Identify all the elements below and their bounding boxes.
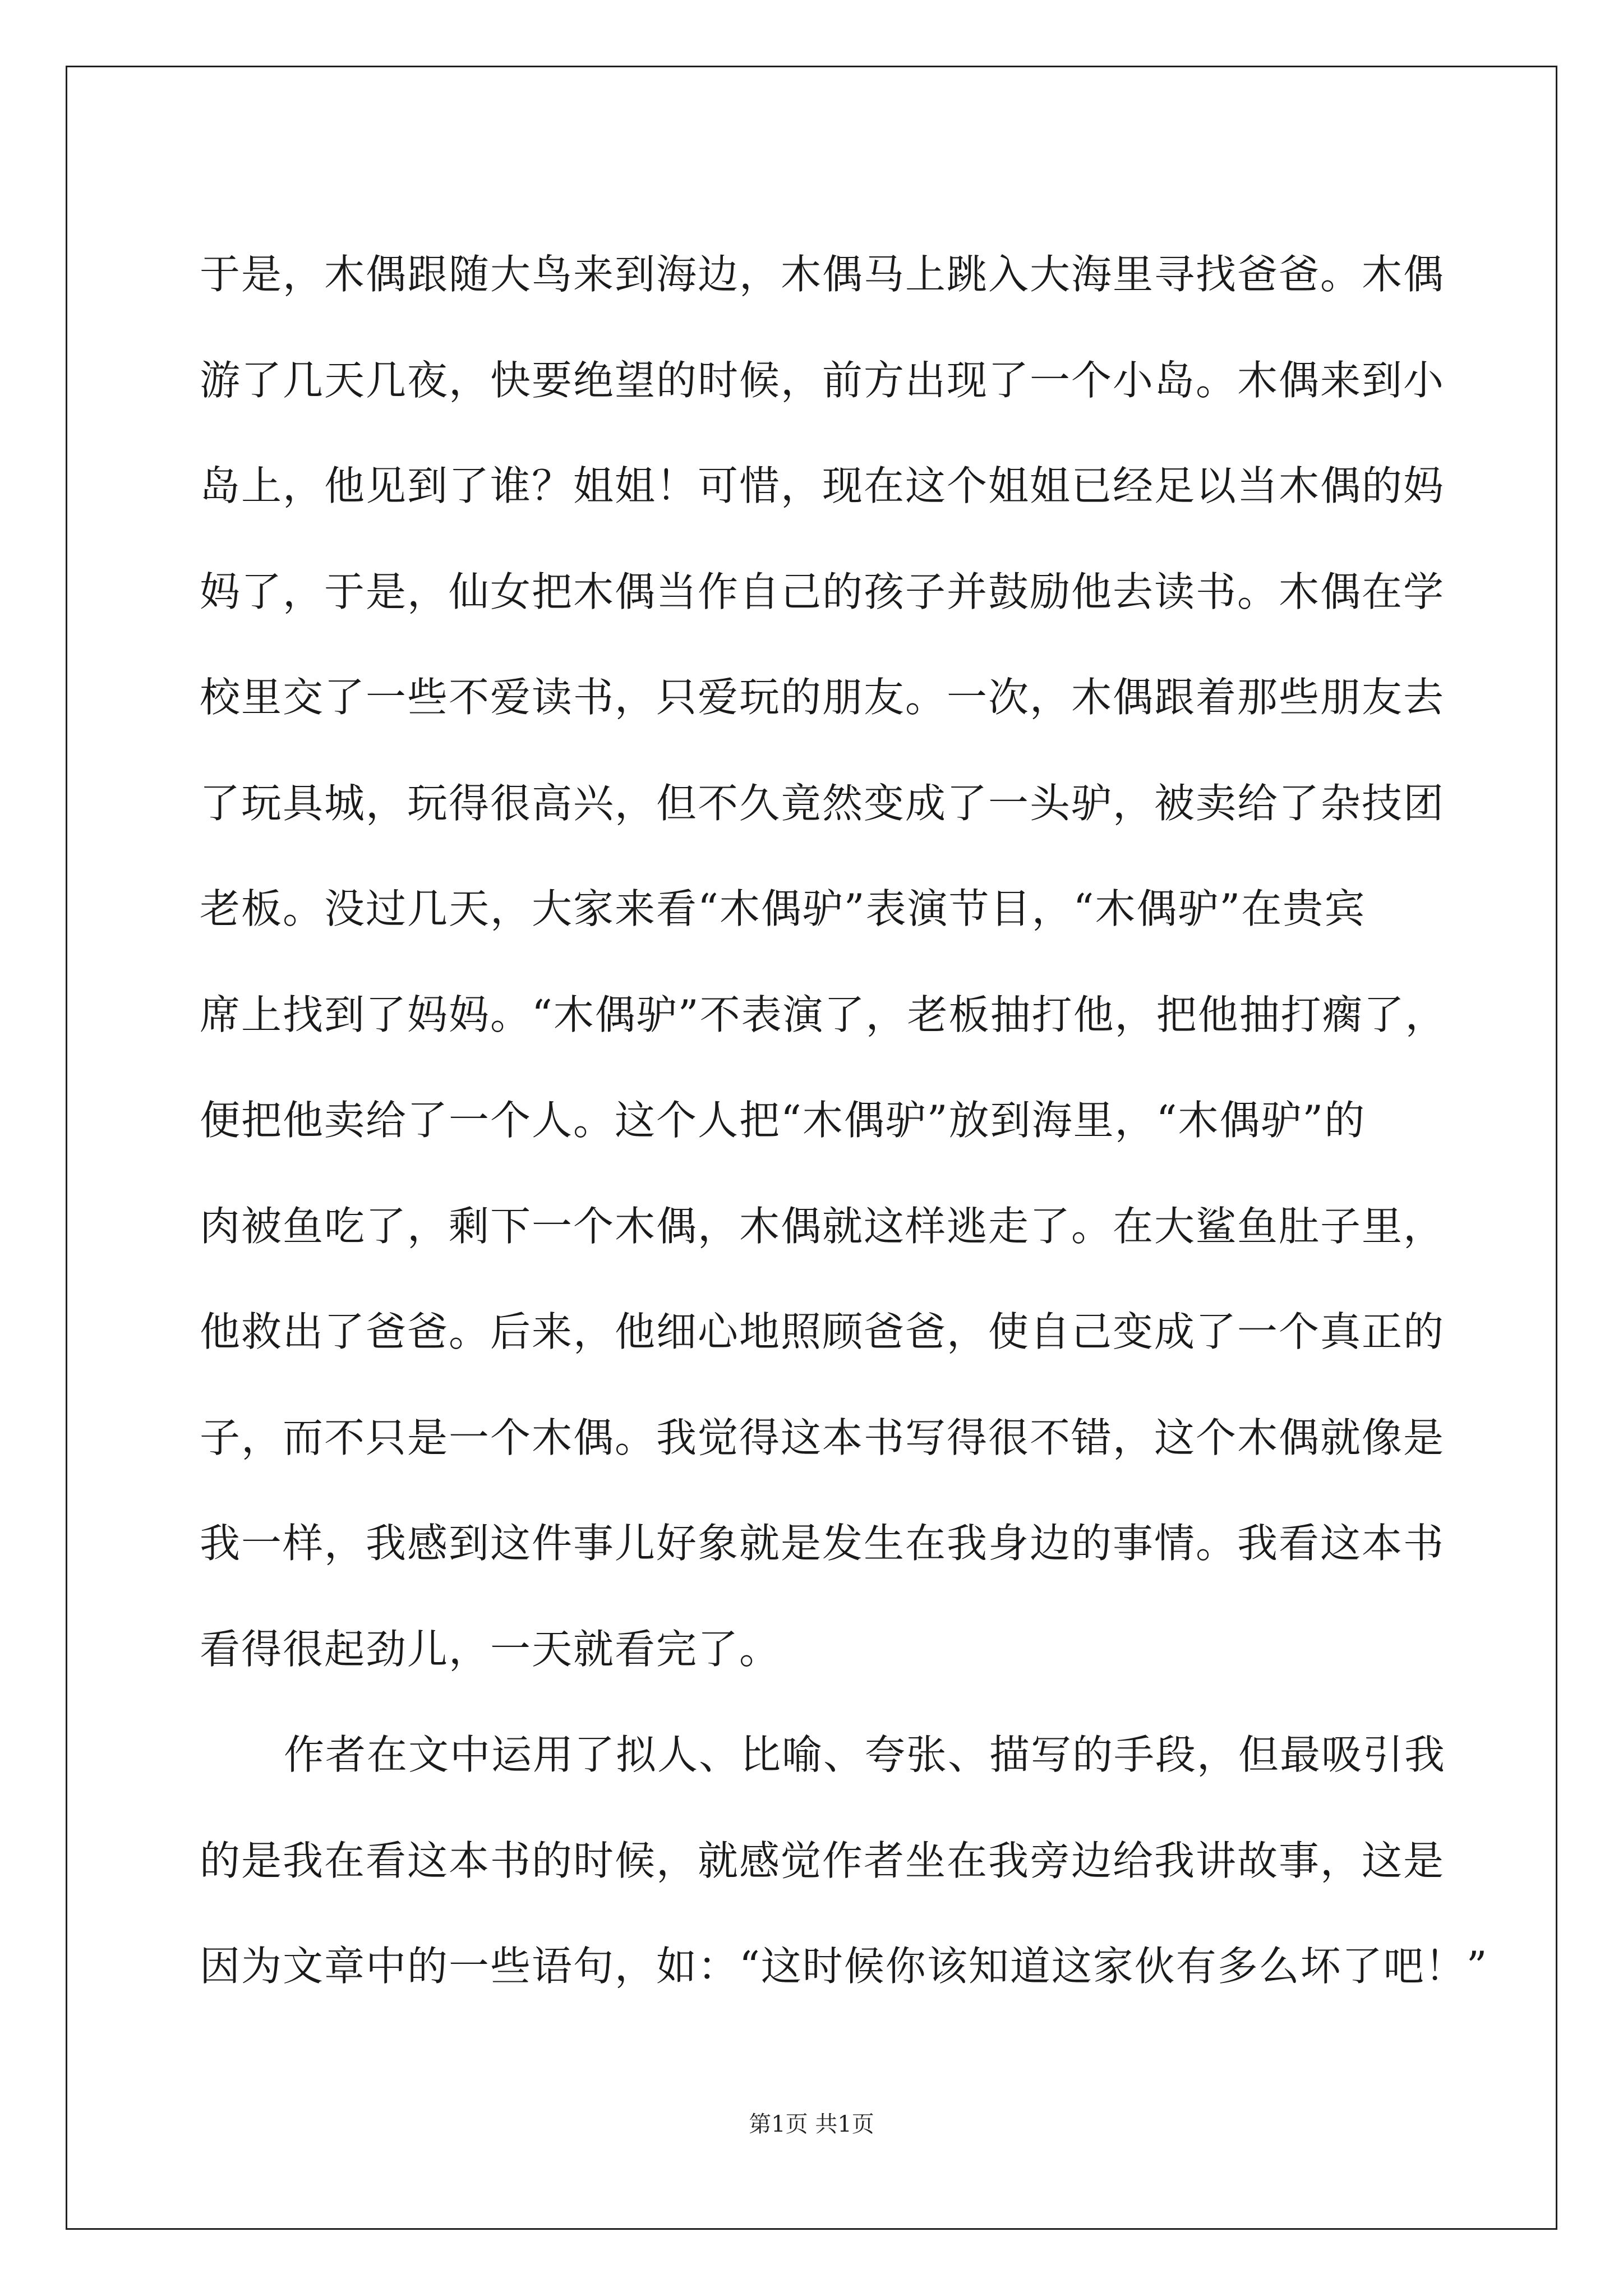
text-line-paragraph-start: 作者在文中运用了拟人、比喻、夸张、描写的手段，但最吸引我 [284, 1731, 1446, 1778]
text-line: 妈了，于是，仙女把木偶当作自己的孩子并鼓励他去读书。木偶在学 [200, 568, 1445, 615]
text-line: 校里交了一些不爱读书，只爱玩的朋友。一次，木偶跟着那些朋友去 [200, 674, 1445, 721]
text-line: 老板。没过几天，大家来看“木偶驴”表演节目，“木偶驴”在贵宾 [200, 885, 1366, 932]
text-line: 我一样，我感到这件事儿好象就是发生在我身边的事情。我看这本书 [200, 1520, 1445, 1567]
page-footer: 第1页 共1页 [749, 2111, 874, 2137]
text-line: 子，而不只是一个木偶。我觉得这本书写得很不错，这个木偶就像是 [200, 1414, 1445, 1461]
text-line: 岛上，他见到了谁？姐姐！可惜，现在这个姐姐已经足以当木偶的妈 [200, 462, 1445, 509]
text-line: 席上找到了妈妈。“木偶驴”不表演了，老板抽打他，把他抽打瘸了， [200, 991, 1447, 1038]
text-line: 肉被鱼吃了，剩下一个木偶，木偶就这样逃走了。在大鲨鱼肚子里， [200, 1202, 1445, 1250]
text-line: 看得很起劲儿，一天就看完了。 [200, 1625, 781, 1673]
document-body [200, 222, 1488, 2019]
text-line: 他救出了爸爸。后来，他细心地照顾爸爸，使自己变成了一个真正的 [200, 1308, 1445, 1355]
text-line: 了玩具城，玩得很高兴，但不久竟然变成了一头驴，被卖给了杂技团 [200, 779, 1445, 827]
text-line: 便把他卖给了一个人。这个人把“木偶驴”放到海里，“木偶驴”的 [200, 1097, 1366, 1144]
text-line: 于是，木偶跟随大鸟来到海边，木偶马上跳入大海里寻找爸爸。木偶 [200, 251, 1445, 298]
text-line: 的是我在看这本书的时候，就感觉作者坐在我旁边给我讲故事，这是 [200, 1837, 1445, 1884]
text-line: 游了几天几夜，快要绝望的时候，前方出现了一个小岛。木偶来到小 [200, 356, 1445, 404]
text-line: 因为文章中的一些语句，如：“这时候你该知道这家伙有多么坏了吧！” [200, 1943, 1488, 1990]
